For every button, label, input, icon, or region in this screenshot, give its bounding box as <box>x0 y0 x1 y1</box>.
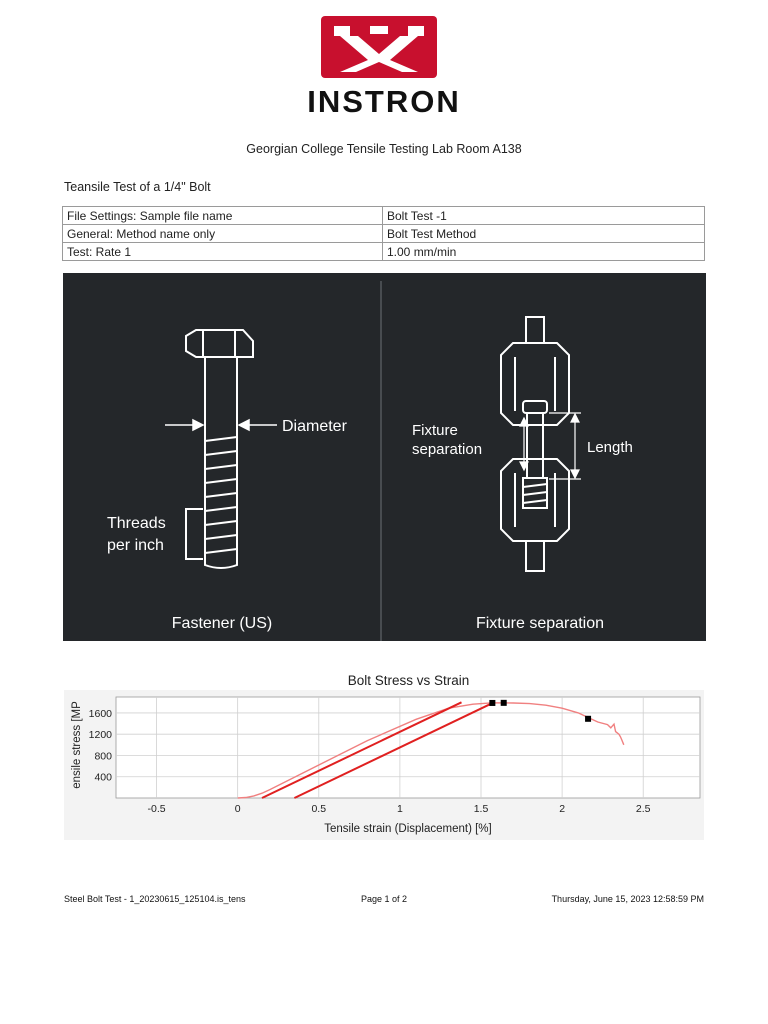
length-label: Length <box>587 439 633 456</box>
x-tick-label: 2 <box>559 803 566 815</box>
document-subtitle: Teansile Test of a 1/4" Bolt <box>64 180 211 194</box>
data-marker <box>501 700 507 706</box>
setting-value: Bolt Test -1 <box>383 207 705 225</box>
table-row <box>63 225 705 243</box>
setting-key: General: Method name only <box>63 225 383 243</box>
setting-key: File Settings: Sample file name <box>63 207 383 225</box>
x-axis-label: Tensile strain (Displacement) [%] <box>324 823 492 835</box>
threads-label-line1: Threads <box>107 515 166 532</box>
logo-wordmark: INSTRON <box>307 84 461 118</box>
y-axis-label: ensile stress [MP <box>71 701 83 789</box>
y-tick-label: 800 <box>94 750 112 763</box>
instron-logo <box>278 14 490 118</box>
fastener-figure <box>63 273 706 641</box>
x-tick-label: 0.5 <box>311 803 327 815</box>
y-tick-label: 400 <box>94 771 112 784</box>
data-marker <box>585 716 591 722</box>
setting-value: 1.00 mm/min <box>383 243 705 261</box>
setting-value: Bolt Test Method <box>383 225 705 243</box>
stress-strain-chart <box>64 690 704 840</box>
fixture-caption: Fixture separation <box>475 615 605 632</box>
y-tick-label: 1200 <box>88 729 112 742</box>
table-row <box>63 207 705 225</box>
x-tick-label: 1.5 <box>473 803 489 815</box>
fastener-caption: Fastener (US) <box>171 615 273 632</box>
x-tick-label: -0.5 <box>147 803 166 815</box>
footer-page-number: Page 1 of 2 <box>360 894 408 904</box>
settings-table <box>62 206 705 261</box>
fixture-label-line2: separation <box>412 441 483 458</box>
data-marker <box>489 700 495 706</box>
table-row <box>63 243 705 261</box>
x-tick-label: 1 <box>396 803 403 815</box>
threads-label-line2: per inch <box>107 537 164 554</box>
footer-filename: Steel Bolt Test - 1_20230615_125104.is_tens <box>64 894 246 904</box>
diameter-label: Diameter <box>282 418 347 435</box>
x-tick-label: 2.5 <box>635 803 651 815</box>
setting-key: Test: Rate 1 <box>63 243 383 261</box>
y-tick-label: 1600 <box>88 707 112 720</box>
lab-title: Georgian College Tensile Testing Lab Room A138 <box>246 142 522 156</box>
plot-area <box>116 697 700 798</box>
chart-title: Bolt Stress vs Strain <box>347 673 470 688</box>
x-tick-label: 0 <box>234 803 241 815</box>
logo-red-badge <box>321 16 437 78</box>
footer-datetime: Thursday, June 15, 2023 12:58:59 PM <box>551 894 704 904</box>
fixture-label-line1: Fixture <box>412 422 458 439</box>
